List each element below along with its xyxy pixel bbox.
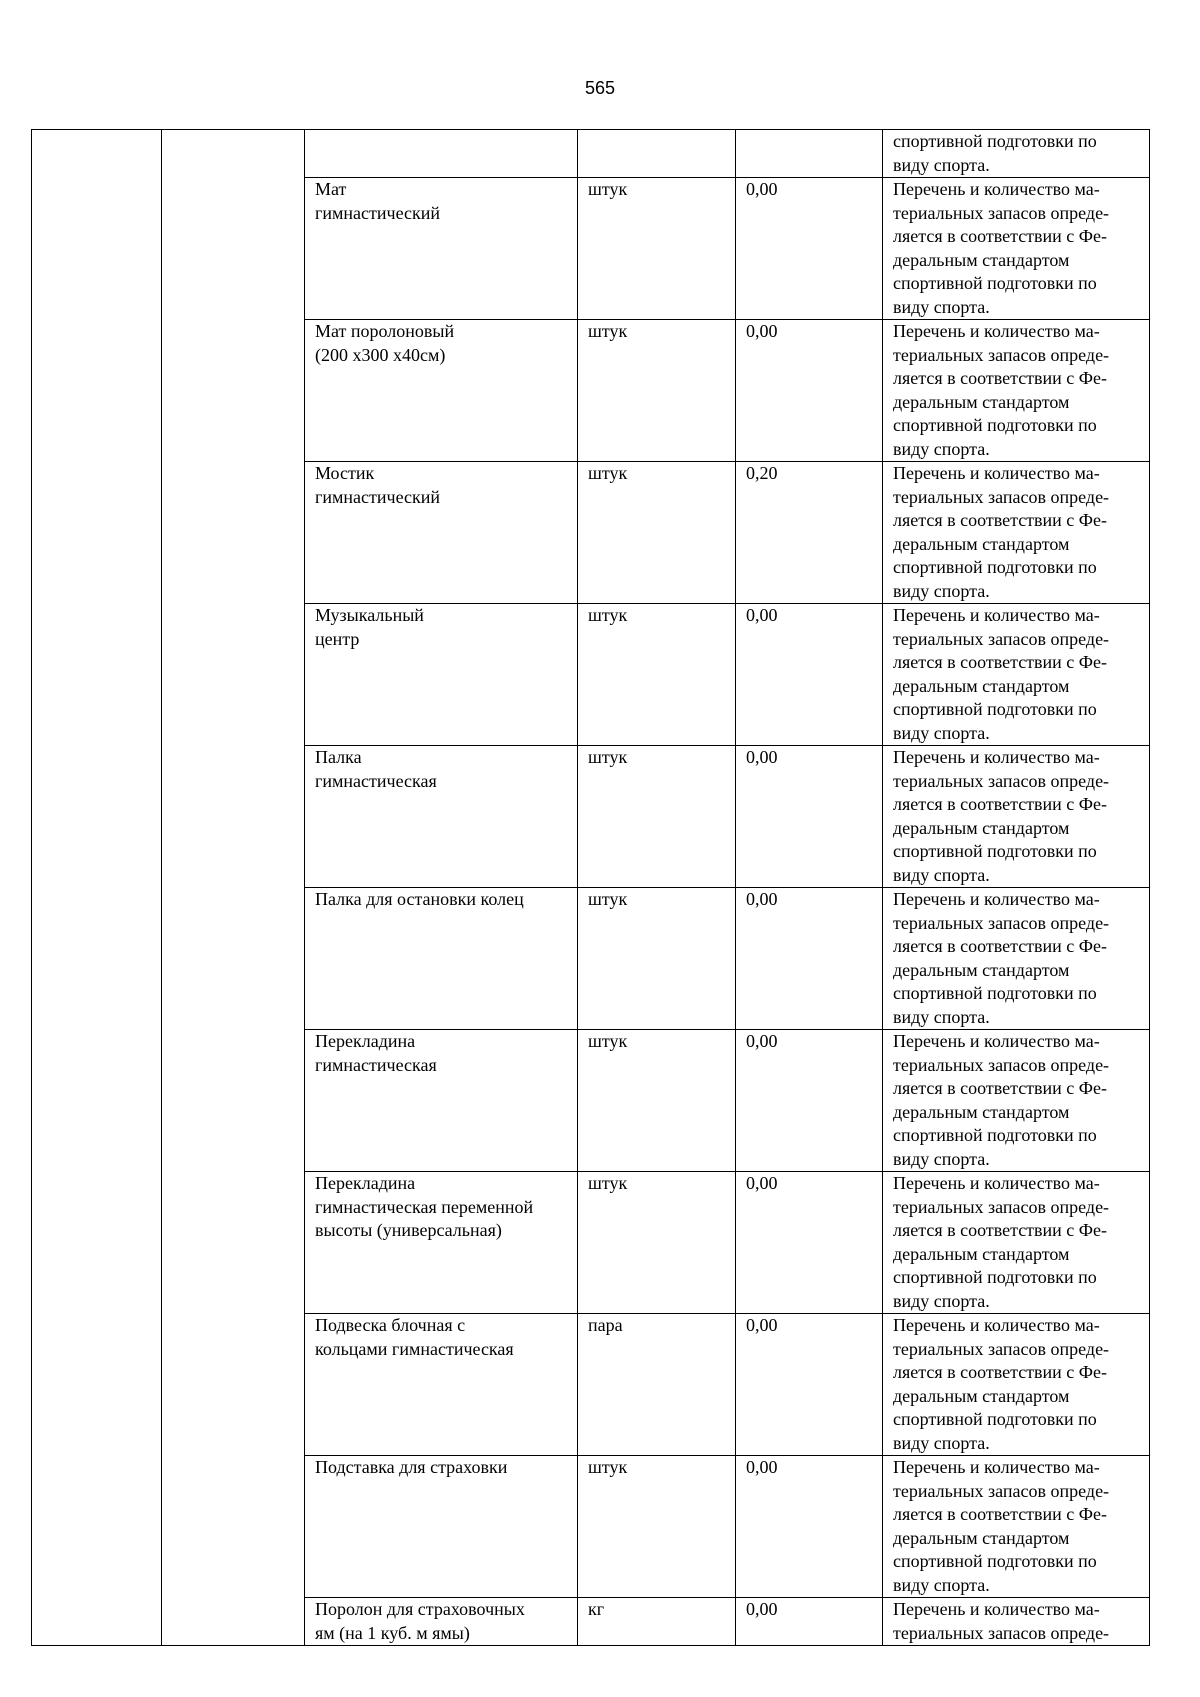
name-cell: Палка гимнастическая	[305, 746, 578, 888]
name-cell: Музыкальный центр	[305, 604, 578, 746]
note-cell: Перечень и количество ма- териальных запасов опреде- ляется в соответствии с Фе- деральным стандартом спортивной подготовки по виду спорта.	[883, 888, 1150, 1030]
name-cell: Поролон для страховочных ям (на 1 куб. м ямы)	[305, 1598, 578, 1646]
note-cell: Перечень и количество ма- териальных запасов опреде- ляется в соответствии с Фе- деральным стандартом спортивной подготовки по виду спорта.	[883, 462, 1150, 604]
quantity-cell: 0,00	[736, 1030, 883, 1172]
unit-cell: кг	[578, 1598, 736, 1646]
unit-cell	[578, 130, 736, 178]
unit-cell: штук	[578, 462, 736, 604]
quantity-cell: 0,00	[736, 1172, 883, 1314]
equipment-table	[31, 129, 1150, 1646]
note-cell: Перечень и количество ма- териальных запасов опреде- ляется в соответствии с Фе- деральным стандартом спортивной подготовки по виду спорта.	[883, 1030, 1150, 1172]
quantity-cell: 0,00	[736, 320, 883, 462]
unit-cell: штук	[578, 1172, 736, 1314]
note-cell: Перечень и количество ма- териальных запасов опреде- ляется в соответствии с Фе- деральным стандартом спортивной подготовки по виду спорта.	[883, 1172, 1150, 1314]
name-cell: Мостик гимнастический	[305, 462, 578, 604]
name-cell: Мат гимнастический	[305, 178, 578, 320]
name-cell: Перекладина гимнастическая	[305, 1030, 578, 1172]
note-cell: Перечень и количество ма- териальных запасов опреде- ляется в соответствии с Фе- деральным стандартом спортивной подготовки по виду спорта.	[883, 604, 1150, 746]
name-cell: Мат поролоновый (200 х300 х40см)	[305, 320, 578, 462]
table-row-continuation	[32, 130, 1150, 178]
quantity-cell: 0,00	[736, 1456, 883, 1598]
note-cell: Перечень и количество ма- териальных запасов опреде- ляется в соответствии с Фе- деральным стандартом спортивной подготовки по виду спорта.	[883, 178, 1150, 320]
note-cell: Перечень и количество ма- териальных запасов опреде- ляется в соответствии с Фе- деральным стандартом спортивной подготовки по виду спорта.	[883, 1314, 1150, 1456]
unit-cell: пара	[578, 1314, 736, 1456]
unit-cell: штук	[578, 320, 736, 462]
unit-cell: штук	[578, 746, 736, 888]
quantity-cell: 0,00	[736, 1598, 883, 1646]
unit-cell: штук	[578, 178, 736, 320]
note-cell: Перечень и количество ма- териальных запасов опреде- ляется в соответствии с Фе- деральным стандартом спортивной подготовки по виду спорта.	[883, 320, 1150, 462]
quantity-cell: 0,00	[736, 604, 883, 746]
note-cell: Перечень и количество ма- териальных запасов опреде-	[883, 1598, 1150, 1646]
name-cell: Палка для остановки колец	[305, 888, 578, 1030]
quantity-cell	[736, 130, 883, 178]
note-cell: спортивной подготовки по виду спорта.	[883, 130, 1150, 178]
table-body	[32, 130, 1150, 1646]
unit-cell: штук	[578, 1030, 736, 1172]
name-cell: Перекладина гимнастическая переменной высоты (универсальная)	[305, 1172, 578, 1314]
quantity-cell: 0,20	[736, 462, 883, 604]
merged-cell-col2	[162, 130, 305, 1646]
unit-cell: штук	[578, 888, 736, 1030]
quantity-cell: 0,00	[736, 1314, 883, 1456]
note-cell: Перечень и количество ма- териальных запасов опреде- ляется в соответствии с Фе- деральным стандартом спортивной подготовки по виду спорта.	[883, 1456, 1150, 1598]
unit-cell: штук	[578, 1456, 736, 1598]
name-cell: Подвеска блочная с кольцами гимнастическая	[305, 1314, 578, 1456]
page-number: 565	[584, 78, 616, 98]
note-cell: Перечень и количество ма- териальных запасов опреде- ляется в соответствии с Фе- деральным стандартом спортивной подготовки по виду спорта.	[883, 746, 1150, 888]
quantity-cell: 0,00	[736, 888, 883, 1030]
quantity-cell: 0,00	[736, 746, 883, 888]
merged-cell-col1	[32, 130, 162, 1646]
unit-cell: штук	[578, 604, 736, 746]
quantity-cell: 0,00	[736, 178, 883, 320]
name-cell	[305, 130, 578, 178]
name-cell: Подставка для страховки	[305, 1456, 578, 1598]
